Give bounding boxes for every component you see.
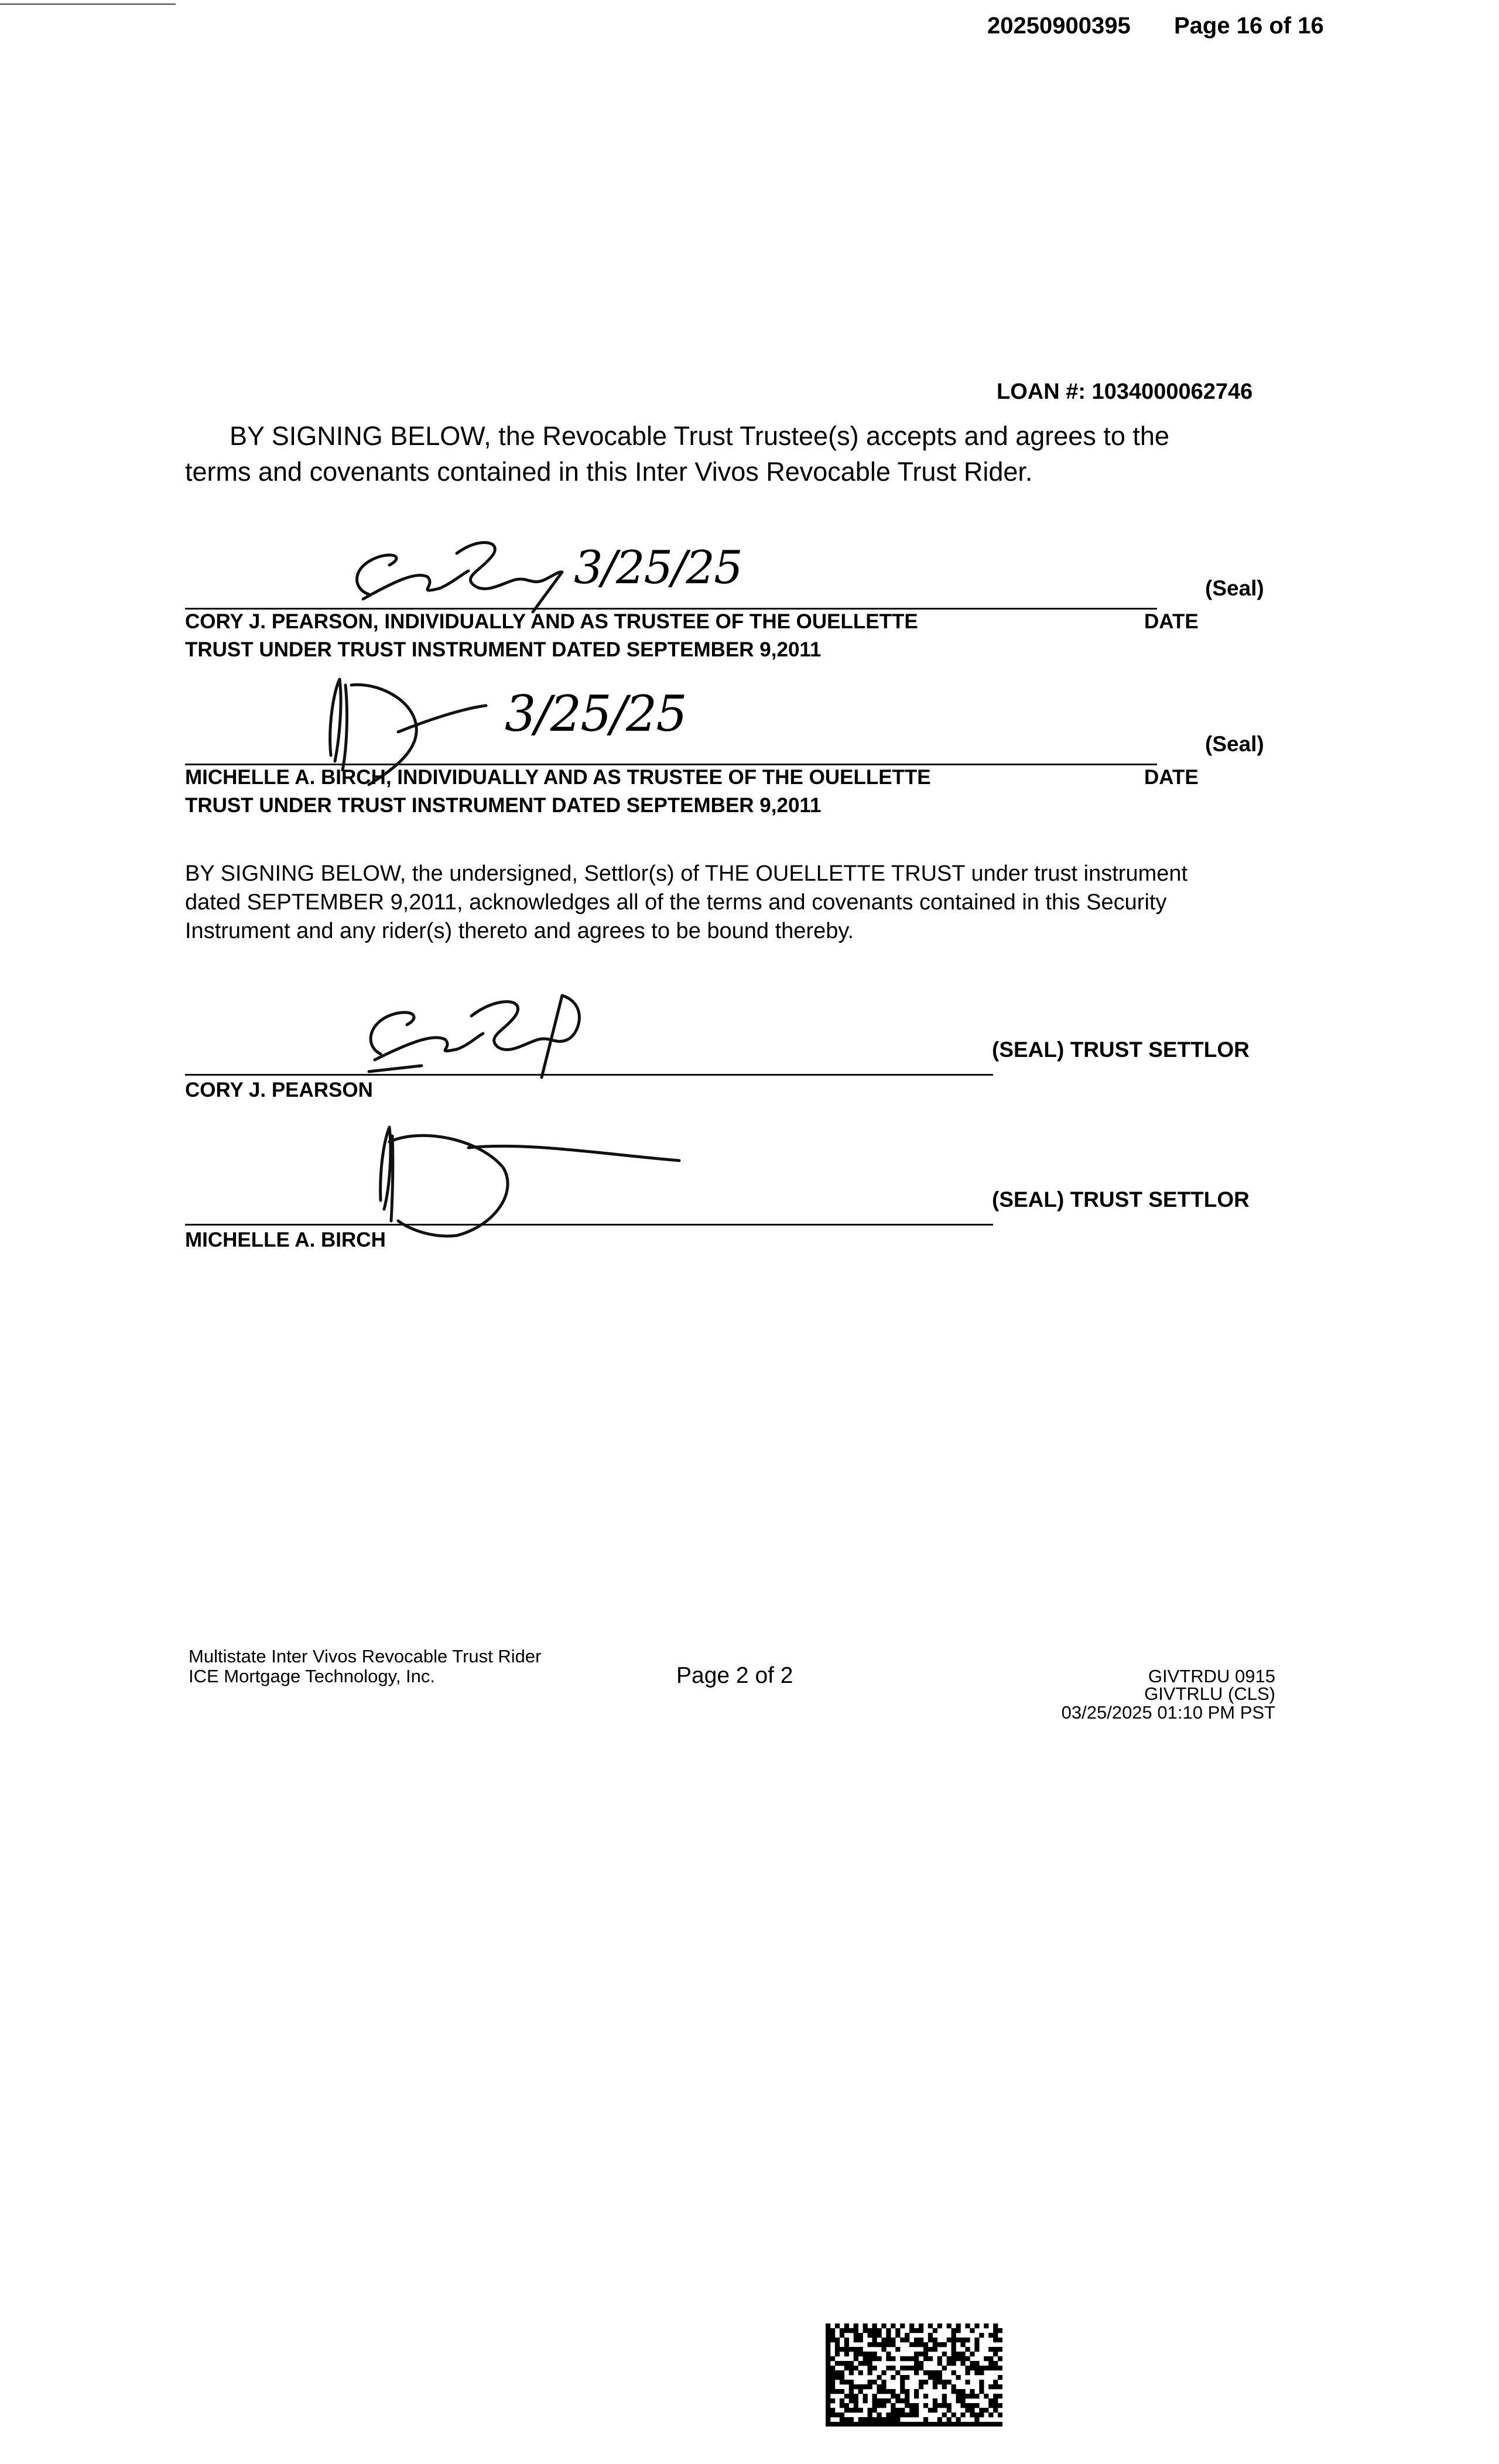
michelle-trustee-seal: (Seal) bbox=[1205, 732, 1264, 756]
recording-number: 20250900395 bbox=[987, 13, 1131, 39]
cory-settlor-role: (SEAL) TRUST SETTLOR bbox=[992, 1038, 1250, 1062]
michelle-settlor-signature bbox=[363, 1113, 691, 1253]
scan-edge-mark bbox=[0, 4, 176, 5]
trustee-ack-line-2: terms and covenants contained in this Inter Vivos Revocable Trust Rider. bbox=[185, 457, 1033, 487]
cory-settlor-signature bbox=[351, 984, 644, 1089]
cory-trustee-handwritten-date: 3/25/25 bbox=[574, 542, 742, 594]
barcode bbox=[826, 2323, 1002, 2427]
michelle-trustee-name-line-1: MICHELLE A. BIRCH, INDIVIDUALLY AND AS TRUSTEE OF THE OUELLETTE bbox=[185, 766, 931, 789]
michelle-trustee-date-label: DATE bbox=[1144, 766, 1199, 789]
footer-code-1: GIVTRDU 0915 bbox=[1148, 1666, 1275, 1686]
settlor-ack-line-2: dated SEPTEMBER 9,2011, acknowledges all of the terms and covenants contained in this Security bbox=[185, 890, 1167, 915]
cory-settlor-name: CORY J. PEARSON bbox=[185, 1079, 373, 1101]
michelle-trustee-name-line-2: TRUST UNDER TRUST INSTRUMENT DATED SEPTEMBER 9,2011 bbox=[185, 794, 822, 817]
cory-trustee-date-label: DATE bbox=[1144, 610, 1199, 633]
michelle-settlor-signature-line bbox=[185, 1224, 993, 1226]
cory-settlor-signature-line bbox=[185, 1074, 993, 1076]
settlor-ack-line-3: Instrument and any rider(s) thereto and agrees to be bound thereby. bbox=[185, 919, 854, 943]
barcode-image bbox=[826, 2323, 1002, 2427]
michelle-settlor-role: (SEAL) TRUST SETTLOR bbox=[992, 1187, 1250, 1212]
footer-timestamp: 03/25/2025 01:10 PM PST bbox=[1061, 1702, 1275, 1723]
loan-number: LOAN #: 1034000062746 bbox=[997, 379, 1253, 404]
trustee-ack-line-1: BY SIGNING BELOW, the Revocable Trust Trustee(s) accepts and agrees to the bbox=[230, 421, 1169, 451]
cory-trustee-name-line-2: TRUST UNDER TRUST INSTRUMENT DATED SEPTEMBER 9,2011 bbox=[185, 638, 822, 661]
michelle-trustee-handwritten-date: 3/25/25 bbox=[505, 685, 686, 742]
footer-company: ICE Mortgage Technology, Inc. bbox=[189, 1666, 436, 1686]
footer-page: Page 2 of 2 bbox=[676, 1663, 793, 1688]
footer-form-title: Multistate Inter Vivos Revocable Trust Rider bbox=[189, 1646, 542, 1666]
settlor-ack-line-1: BY SIGNING BELOW, the undersigned, Settlor(s) of THE OUELLETTE TRUST under trust instrument bbox=[185, 861, 1188, 886]
cory-trustee-seal: (Seal) bbox=[1205, 576, 1264, 600]
page-indicator: Page 16 of 16 bbox=[1174, 13, 1324, 39]
michelle-settlor-name: MICHELLE A. BIRCH bbox=[185, 1228, 386, 1251]
cory-trustee-name-line-1: CORY J. PEARSON, INDIVIDUALLY AND AS TRUSTEE OF THE OUELLETTE bbox=[185, 610, 918, 633]
footer-code-2: GIVTRLU (CLS) bbox=[1144, 1683, 1275, 1704]
settlor-acknowledgment bbox=[185, 860, 1356, 946]
trustee-acknowledgment bbox=[185, 418, 1356, 490]
